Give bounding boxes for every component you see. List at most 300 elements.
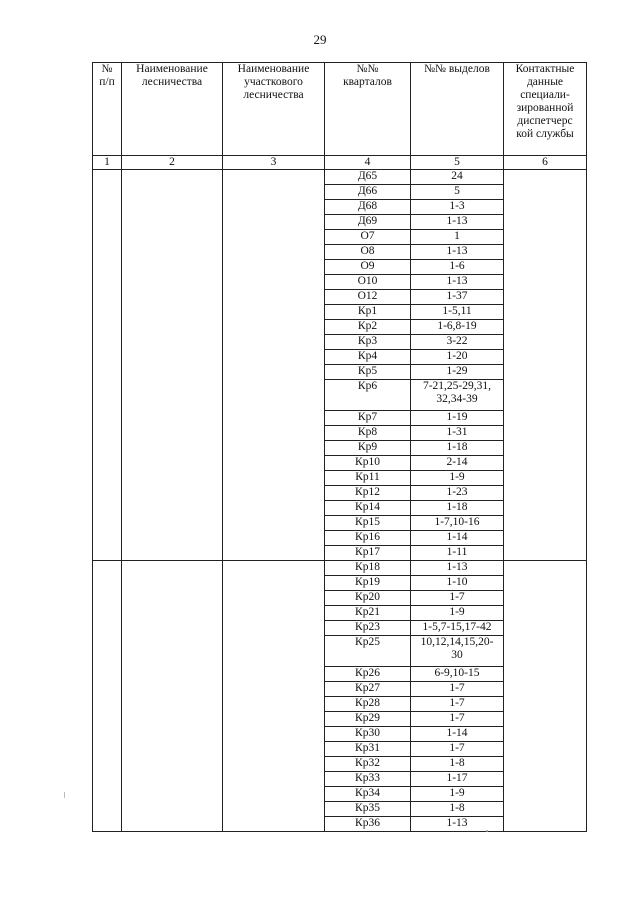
cell-district	[223, 576, 325, 591]
table-row	[93, 757, 587, 772]
table-row	[93, 170, 587, 185]
cell-district	[223, 215, 325, 230]
cell-district	[223, 245, 325, 260]
cell-quarter: Кр6	[325, 380, 411, 411]
cell-district	[223, 712, 325, 727]
cell-forestry	[122, 486, 223, 501]
cell-contacts	[504, 170, 587, 185]
cell-contacts	[504, 200, 587, 215]
scan-mark	[64, 792, 65, 798]
table-row	[93, 606, 587, 621]
cell-forestry	[122, 697, 223, 712]
table-row	[93, 697, 587, 712]
table-row	[93, 215, 587, 230]
cell-number	[93, 365, 122, 380]
cell-quarter: Кр2	[325, 320, 411, 335]
cell-contacts	[504, 727, 587, 742]
table-row	[93, 682, 587, 697]
cell-district	[223, 305, 325, 320]
cell-contacts	[504, 260, 587, 275]
cell-quarter: Д66	[325, 185, 411, 200]
cell-forestry	[122, 802, 223, 817]
cell-plots: 1-7	[411, 742, 504, 757]
cell-number	[93, 305, 122, 320]
table-row	[93, 185, 587, 200]
table-row	[93, 335, 587, 350]
cell-number	[93, 320, 122, 335]
cell-contacts	[504, 365, 587, 380]
cell-district	[223, 727, 325, 742]
cell-number	[93, 591, 122, 606]
table-row	[93, 486, 587, 501]
cell-district	[223, 290, 325, 305]
cell-forestry	[122, 636, 223, 667]
cell-quarter: Кр18	[325, 561, 411, 576]
header-contacts: Контактные данные специали- зированной диспетчерс кой службы	[504, 63, 587, 156]
cell-quarter: Кр36	[325, 817, 411, 832]
cell-number	[93, 426, 122, 441]
cell-district	[223, 426, 325, 441]
table-row	[93, 742, 587, 757]
cell-quarter: О8	[325, 245, 411, 260]
cell-forestry	[122, 350, 223, 365]
cell-quarter: Кр8	[325, 426, 411, 441]
cell-contacts	[504, 290, 587, 305]
cell-quarter: Д68	[325, 200, 411, 215]
cell-quarter: Д69	[325, 215, 411, 230]
cell-contacts	[504, 531, 587, 546]
cell-district	[223, 411, 325, 426]
cell-plots: 1-10	[411, 576, 504, 591]
cell-district	[223, 606, 325, 621]
cell-plots: 3-22	[411, 335, 504, 350]
cell-number	[93, 290, 122, 305]
cell-number	[93, 817, 122, 832]
cell-number	[93, 441, 122, 456]
cell-district	[223, 335, 325, 350]
cell-plots: 10,12,14,15,20- 30	[411, 636, 504, 667]
cell-forestry	[122, 456, 223, 471]
cell-forestry	[122, 501, 223, 516]
cell-plots: 1-7	[411, 697, 504, 712]
cell-quarter: Кр33	[325, 772, 411, 787]
cell-forestry	[122, 561, 223, 576]
cell-number	[93, 486, 122, 501]
cell-plots: 1-23	[411, 486, 504, 501]
cell-quarter: Кр19	[325, 576, 411, 591]
cell-forestry	[122, 441, 223, 456]
cell-district	[223, 275, 325, 290]
cell-number	[93, 621, 122, 636]
cell-district	[223, 516, 325, 531]
cell-plots: 1-8	[411, 757, 504, 772]
table-row	[93, 441, 587, 456]
cell-district	[223, 260, 325, 275]
cell-quarter: Кр31	[325, 742, 411, 757]
table-row	[93, 817, 587, 832]
cell-plots: 1	[411, 230, 504, 245]
cell-district	[223, 471, 325, 486]
cell-plots: 1-11	[411, 546, 504, 561]
cell-district	[223, 350, 325, 365]
cell-number	[93, 170, 122, 185]
table-row	[93, 546, 587, 561]
cell-district	[223, 621, 325, 636]
cell-number	[93, 215, 122, 230]
cell-district	[223, 817, 325, 832]
table-row	[93, 260, 587, 275]
cell-forestry	[122, 290, 223, 305]
table-row	[93, 802, 587, 817]
cell-contacts	[504, 320, 587, 335]
cell-contacts	[504, 802, 587, 817]
cell-contacts	[504, 682, 587, 697]
cell-quarter: Кр9	[325, 441, 411, 456]
cell-forestry	[122, 516, 223, 531]
cell-contacts	[504, 486, 587, 501]
cell-district	[223, 636, 325, 667]
cell-number	[93, 531, 122, 546]
cell-quarter: Кр4	[325, 350, 411, 365]
cell-forestry	[122, 757, 223, 772]
cell-district	[223, 772, 325, 787]
cell-contacts	[504, 606, 587, 621]
cell-number	[93, 275, 122, 290]
cell-forestry	[122, 230, 223, 245]
table-row	[93, 245, 587, 260]
cell-contacts	[504, 411, 587, 426]
cell-forestry	[122, 275, 223, 290]
cell-district	[223, 380, 325, 411]
cell-number	[93, 636, 122, 667]
cell-contacts	[504, 350, 587, 365]
table-row	[93, 591, 587, 606]
cell-district	[223, 682, 325, 697]
cell-number	[93, 546, 122, 561]
table-row	[93, 320, 587, 335]
cell-forestry	[122, 305, 223, 320]
table-row	[93, 471, 587, 486]
cell-quarter: Кр35	[325, 802, 411, 817]
cell-contacts	[504, 426, 587, 441]
cell-contacts	[504, 742, 587, 757]
cell-forestry	[122, 621, 223, 636]
cell-forestry	[122, 712, 223, 727]
cell-quarter: Кр29	[325, 712, 411, 727]
cell-contacts	[504, 305, 587, 320]
cell-plots: 1-3	[411, 200, 504, 215]
cell-contacts	[504, 230, 587, 245]
cell-district	[223, 486, 325, 501]
cell-forestry	[122, 215, 223, 230]
cell-plots: 6-9,10-15	[411, 667, 504, 682]
table-row	[93, 230, 587, 245]
table-row	[93, 456, 587, 471]
cell-district	[223, 667, 325, 682]
cell-plots: 1-29	[411, 365, 504, 380]
cell-number	[93, 501, 122, 516]
cell-number	[93, 380, 122, 411]
cell-plots: 1-5,11	[411, 305, 504, 320]
cell-number	[93, 471, 122, 486]
table-row	[93, 411, 587, 426]
cell-number	[93, 200, 122, 215]
cell-forestry	[122, 787, 223, 802]
cell-number	[93, 350, 122, 365]
cell-forestry	[122, 772, 223, 787]
cell-quarter: Кр10	[325, 456, 411, 471]
cell-plots: 1-9	[411, 471, 504, 486]
cell-contacts	[504, 561, 587, 576]
cell-number	[93, 260, 122, 275]
cell-plots: 1-18	[411, 441, 504, 456]
cell-plots: 24	[411, 170, 504, 185]
column-number-row	[93, 156, 587, 170]
cell-plots: 1-19	[411, 411, 504, 426]
table-row	[93, 772, 587, 787]
cell-number	[93, 245, 122, 260]
cell-quarter: Кр21	[325, 606, 411, 621]
cell-forestry	[122, 411, 223, 426]
cell-plots: 1-6,8-19	[411, 320, 504, 335]
cell-quarter: Кр5	[325, 365, 411, 380]
table-row	[93, 380, 587, 411]
cell-plots: 1-13	[411, 275, 504, 290]
cell-contacts	[504, 441, 587, 456]
scan-dot	[486, 830, 488, 832]
cell-plots: 1-31	[411, 426, 504, 441]
cell-contacts	[504, 215, 587, 230]
cell-forestry	[122, 200, 223, 215]
table-row	[93, 576, 587, 591]
cell-district	[223, 320, 325, 335]
header-plots: №№ выделов	[411, 63, 504, 156]
cell-quarter: Кр16	[325, 531, 411, 546]
cell-contacts	[504, 275, 587, 290]
column-number: 3	[223, 156, 325, 170]
cell-plots: 1-7	[411, 712, 504, 727]
cell-contacts	[504, 697, 587, 712]
cell-district	[223, 441, 325, 456]
cell-plots: 1-13	[411, 561, 504, 576]
cell-plots: 7-21,25-29,31, 32,34-39	[411, 380, 504, 411]
cell-contacts	[504, 621, 587, 636]
cell-forestry	[122, 531, 223, 546]
cell-district	[223, 697, 325, 712]
column-number: 6	[504, 156, 587, 170]
cell-quarter: Кр14	[325, 501, 411, 516]
cell-number	[93, 712, 122, 727]
table-row	[93, 275, 587, 290]
cell-number	[93, 576, 122, 591]
cell-plots: 1-14	[411, 727, 504, 742]
table-row	[93, 365, 587, 380]
cell-forestry	[122, 576, 223, 591]
cell-district	[223, 185, 325, 200]
cell-contacts	[504, 817, 587, 832]
cell-contacts	[504, 335, 587, 350]
cell-number	[93, 230, 122, 245]
cell-quarter: Кр11	[325, 471, 411, 486]
forestry-table	[92, 62, 587, 832]
cell-district	[223, 200, 325, 215]
cell-forestry	[122, 742, 223, 757]
cell-forestry	[122, 426, 223, 441]
table-row	[93, 787, 587, 802]
column-number: 5	[411, 156, 504, 170]
cell-district	[223, 787, 325, 802]
cell-forestry	[122, 320, 223, 335]
cell-forestry	[122, 591, 223, 606]
cell-district	[223, 456, 325, 471]
cell-forestry	[122, 245, 223, 260]
cell-plots: 1-7	[411, 591, 504, 606]
cell-number	[93, 742, 122, 757]
cell-contacts	[504, 471, 587, 486]
cell-contacts	[504, 456, 587, 471]
cell-number	[93, 456, 122, 471]
cell-district	[223, 802, 325, 817]
table-row	[93, 426, 587, 441]
cell-contacts	[504, 757, 587, 772]
cell-quarter: Кр34	[325, 787, 411, 802]
cell-forestry	[122, 727, 223, 742]
cell-quarter: О12	[325, 290, 411, 305]
cell-plots: 1-5,7-15,17-42	[411, 621, 504, 636]
cell-plots: 1-14	[411, 531, 504, 546]
cell-forestry	[122, 546, 223, 561]
cell-forestry	[122, 170, 223, 185]
cell-quarter: Кр32	[325, 757, 411, 772]
table-row	[93, 290, 587, 305]
cell-number	[93, 757, 122, 772]
cell-number	[93, 787, 122, 802]
cell-contacts	[504, 712, 587, 727]
cell-plots: 1-9	[411, 606, 504, 621]
cell-contacts	[504, 576, 587, 591]
cell-number	[93, 335, 122, 350]
cell-forestry	[122, 335, 223, 350]
cell-plots: 1-9	[411, 787, 504, 802]
cell-forestry	[122, 471, 223, 486]
cell-contacts	[504, 380, 587, 411]
cell-district	[223, 501, 325, 516]
cell-number	[93, 411, 122, 426]
cell-contacts	[504, 636, 587, 667]
cell-forestry	[122, 260, 223, 275]
table-row	[93, 667, 587, 682]
cell-forestry	[122, 682, 223, 697]
cell-forestry	[122, 667, 223, 682]
table-row	[93, 727, 587, 742]
cell-contacts	[504, 501, 587, 516]
table-row	[93, 712, 587, 727]
cell-plots: 1-13	[411, 215, 504, 230]
table-row	[93, 636, 587, 667]
cell-forestry	[122, 185, 223, 200]
cell-plots: 1-8	[411, 802, 504, 817]
cell-plots: 1-17	[411, 772, 504, 787]
cell-quarter: Кр23	[325, 621, 411, 636]
cell-quarter: Кр3	[325, 335, 411, 350]
cell-number	[93, 682, 122, 697]
cell-district	[223, 546, 325, 561]
cell-district	[223, 170, 325, 185]
cell-number	[93, 697, 122, 712]
cell-plots: 1-13	[411, 817, 504, 832]
cell-plots: 5	[411, 185, 504, 200]
header-district-forestry-name: Наименование участкового лесничества	[223, 63, 325, 156]
column-number: 4	[325, 156, 411, 170]
cell-quarter: Кр28	[325, 697, 411, 712]
page-number: 29	[313, 32, 327, 47]
cell-plots: 1-6	[411, 260, 504, 275]
cell-district	[223, 531, 325, 546]
table-row	[93, 350, 587, 365]
cell-quarter: Д65	[325, 170, 411, 185]
cell-contacts	[504, 185, 587, 200]
column-number: 2	[122, 156, 223, 170]
cell-plots: 1-37	[411, 290, 504, 305]
cell-quarter: Кр12	[325, 486, 411, 501]
table-row	[93, 200, 587, 215]
cell-forestry	[122, 380, 223, 411]
cell-district	[223, 742, 325, 757]
cell-plots: 1-7,10-16	[411, 516, 504, 531]
table-body	[93, 170, 587, 832]
cell-quarter: Кр26	[325, 667, 411, 682]
cell-number	[93, 516, 122, 531]
cell-contacts	[504, 787, 587, 802]
header-number: № п/п	[93, 63, 122, 156]
cell-quarter: Кр27	[325, 682, 411, 697]
cell-contacts	[504, 516, 587, 531]
cell-contacts	[504, 546, 587, 561]
table-row	[93, 621, 587, 636]
cell-quarter: Кр15	[325, 516, 411, 531]
cell-quarter: Кр25	[325, 636, 411, 667]
cell-plots: 1-7	[411, 682, 504, 697]
cell-contacts	[504, 772, 587, 787]
cell-quarter: О7	[325, 230, 411, 245]
cell-number	[93, 802, 122, 817]
table-header-row	[93, 63, 587, 156]
cell-number	[93, 185, 122, 200]
cell-quarter: Кр17	[325, 546, 411, 561]
cell-contacts	[504, 591, 587, 606]
cell-forestry	[122, 606, 223, 621]
cell-forestry	[122, 817, 223, 832]
cell-plots: 1-20	[411, 350, 504, 365]
cell-plots: 2-14	[411, 456, 504, 471]
table-row	[93, 531, 587, 546]
cell-number	[93, 772, 122, 787]
table-row	[93, 501, 587, 516]
cell-number	[93, 606, 122, 621]
cell-district	[223, 561, 325, 576]
cell-plots: 1-18	[411, 501, 504, 516]
cell-district	[223, 365, 325, 380]
cell-number	[93, 667, 122, 682]
column-number: 1	[93, 156, 122, 170]
cell-quarter: Кр7	[325, 411, 411, 426]
header-quarters: №№ кварталов	[325, 63, 411, 156]
cell-quarter: Кр30	[325, 727, 411, 742]
cell-quarter: О10	[325, 275, 411, 290]
table-row	[93, 305, 587, 320]
table-row	[93, 516, 587, 531]
cell-quarter: Кр1	[325, 305, 411, 320]
